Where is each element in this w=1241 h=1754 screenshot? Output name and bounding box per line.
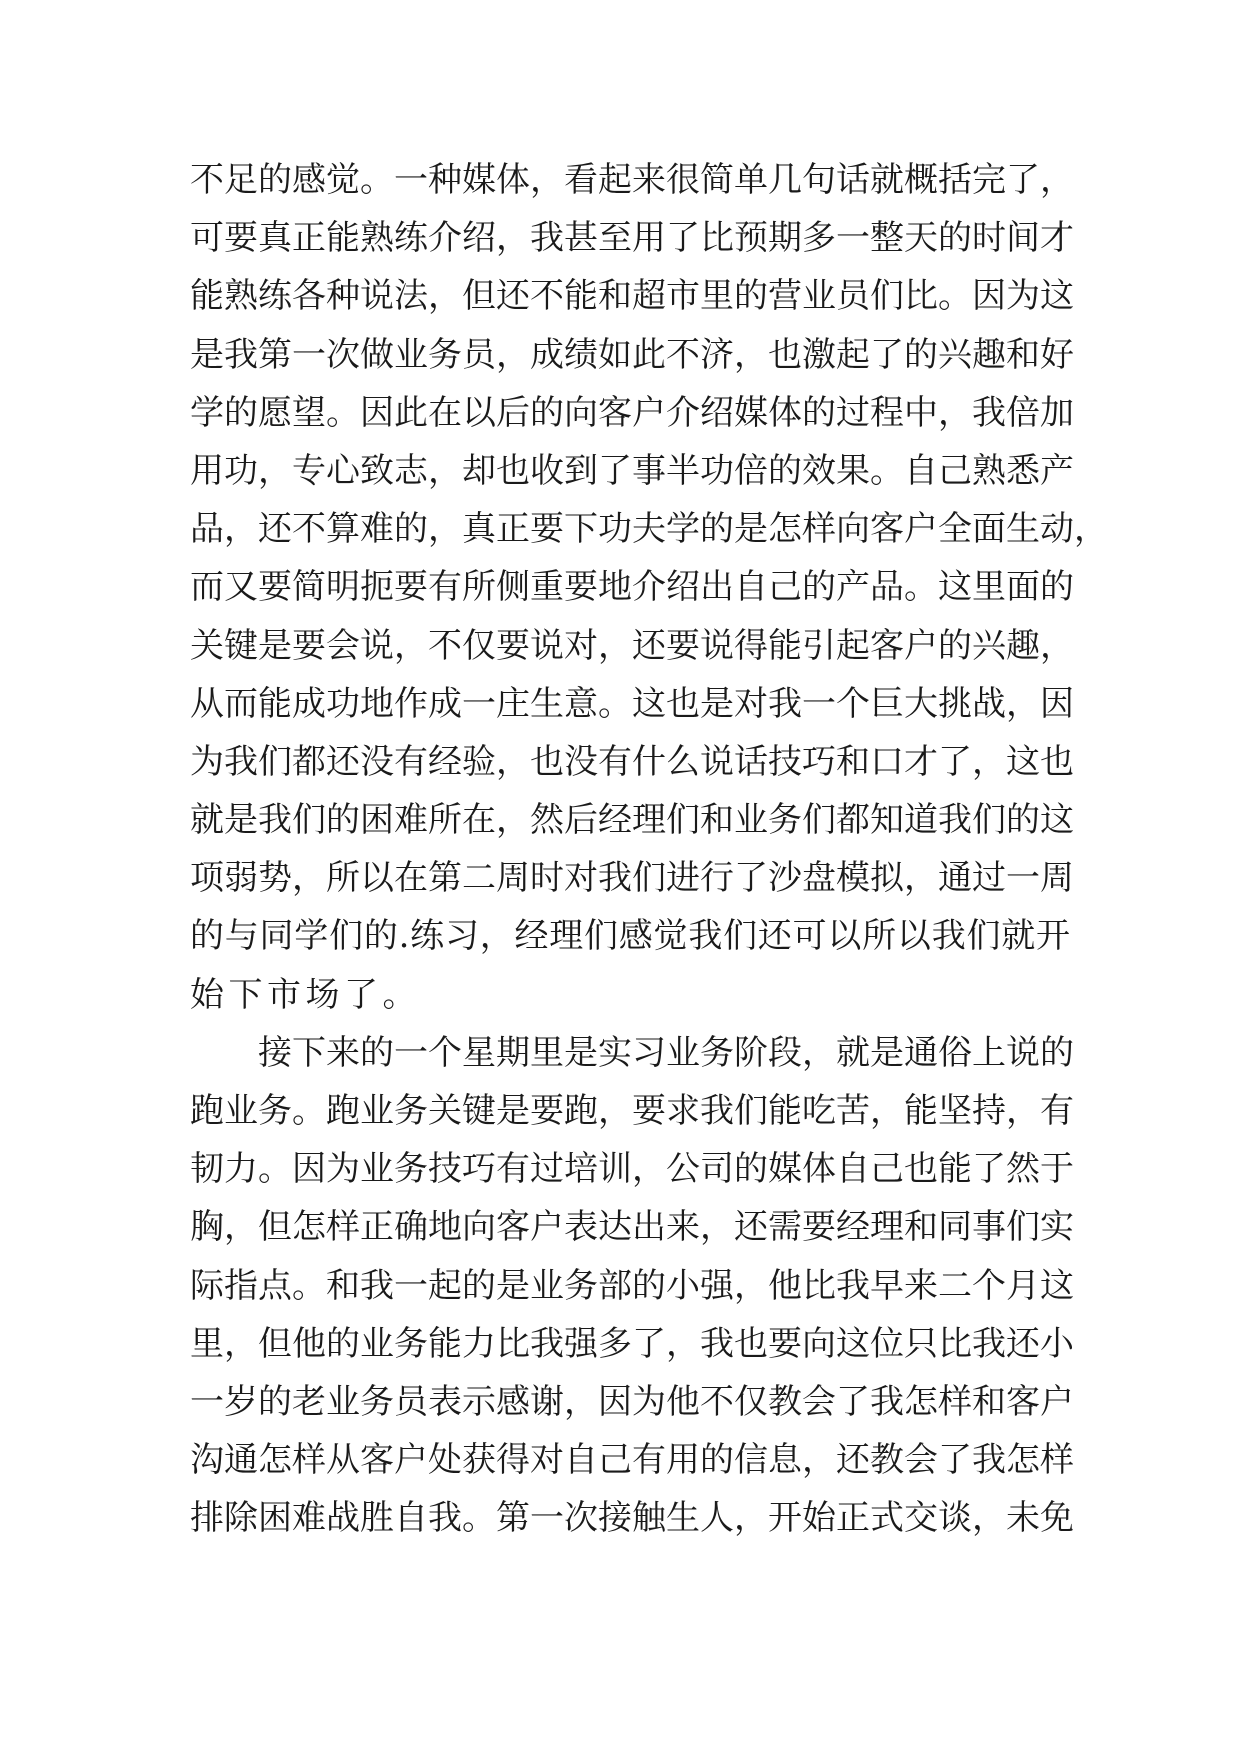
text-line: 的与同学们的.练习，经理们感觉我们还可以所以我们就开 <box>190 916 1070 957</box>
text-line: 里，但他的业务能力比我强多了，我也要向这位只比我还小 <box>190 1323 1074 1364</box>
text-line: 学的愿望。因此在以后的向客户介绍媒体的过程中，我倍加 <box>190 392 1074 433</box>
text-line: 排除困难战胜自我。第一次接触生人，开始正式交谈，未免 <box>190 1498 1074 1539</box>
text-line: 用功，专心致志，却也收到了事半功倍的效果。自己熟悉产 <box>190 450 1074 491</box>
text-line: 韧力。因为业务技巧有过培训，公司的媒体自己也能了然于 <box>190 1149 1074 1190</box>
text-line: 为我们都还没有经验，也没有什么说话技巧和口才了，这也 <box>190 741 1074 782</box>
text-line: 品，还不算难的，真正要下功夫学的是怎样向客户全面生动， <box>190 509 1108 550</box>
text-line: 可要真正能熟练介绍，我甚至用了比预期多一整天的时间才 <box>190 218 1074 259</box>
text-line: 是我第一次做业务员，成绩如此不济，也激起了的兴趣和好 <box>190 334 1074 375</box>
text-line: 跑业务。跑业务关键是要跑，要求我们能吃苦，能坚持，有 <box>190 1091 1074 1131</box>
text-line: 从而能成功地作成一庄生意。这也是对我一个巨大挑战，因 <box>190 683 1074 724</box>
text-line: 项弱势，所以在第二周时对我们进行了沙盘模拟，通过一周 <box>190 858 1074 899</box>
text-line: 胸，但怎样正确地向客户表达出来，还需要经理和同事们实 <box>190 1207 1074 1248</box>
paragraph-first-line: 接下来的一个星期里是实习业务阶段，就是通俗上说的 <box>258 1032 1074 1073</box>
text-line: 能熟练各种说法，但还不能和超市里的营业员们比。因为这 <box>190 276 1074 317</box>
text-line: 关键是要会说，不仅要说对，还要说得能引起客户的兴趣， <box>190 625 1074 666</box>
text-line: 不足的感觉。一种媒体，看起来很简单几句话就概括完了， <box>190 160 1074 200</box>
text-line: 就是我们的困难所在，然后经理们和业务们都知道我们的这 <box>190 800 1074 841</box>
text-line: 际指点。和我一起的是业务部的小强，他比我早来二个月这 <box>190 1265 1074 1306</box>
text-line: 始下市场了。 <box>190 974 421 1015</box>
text-line: 而又要简明扼要有所侧重要地介绍出自己的产品。这里面的 <box>190 567 1074 608</box>
text-line: 沟通怎样从客户处获得对自己有用的信息，还教会了我怎样 <box>190 1440 1074 1481</box>
document-body <box>190 151 1108 1548</box>
text-line: 一岁的老业务员表示感谢，因为他不仅教会了我怎样和客户 <box>190 1381 1074 1422</box>
